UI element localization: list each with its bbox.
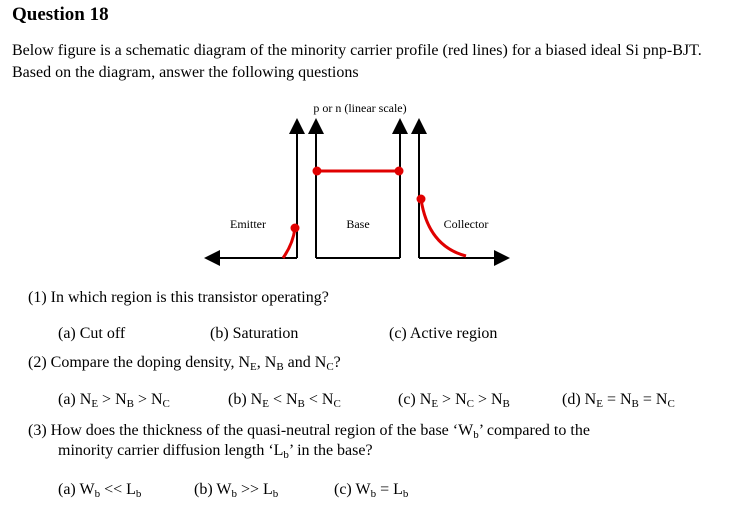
region-label-base: Base — [346, 217, 370, 231]
q1-prompt: (1) In which region is this transistor operating? — [28, 289, 329, 306]
q3-option-a[interactable]: (a) $W_b << L_b$ — [58, 481, 142, 500]
q3-option-b[interactable]: (b) $W_b >> L_b$ — [194, 481, 279, 500]
region-label-collector: Collector — [443, 217, 489, 231]
q2-option-d[interactable]: (d) $N_E = N_B = N_C$ — [562, 391, 675, 410]
region-label-emitter: Emitter — [230, 217, 266, 231]
question-intro: Below figure is a schematic diagram of the minority carrier profile (red lines) for a biased ideal Si pnp-BJT. Based on the diagram, answer the following questions — [12, 42, 702, 81]
q3-prompt-line2: minority carrier diffusion length ‘$L_b$’ in the base? — [58, 442, 373, 461]
question-title: Question 18 — [12, 4, 109, 25]
emitter-profile — [283, 228, 295, 258]
q3-option-c[interactable]: (c) $W_b = L_b$ — [334, 481, 409, 500]
q1-option-a[interactable]: (a) Cut off — [58, 325, 126, 342]
q2-option-b[interactable]: (b) $N_E < N_B < N_C$ — [228, 391, 341, 410]
q3-prompt-line1: (3) How does the thickness of the quasi-neutral region of the base ‘$W_b$’ compared to the — [28, 422, 590, 441]
q2-option-a[interactable]: (a) $N_E > N_B > N_C$ — [58, 391, 170, 410]
minority-carrier-diagram — [200, 96, 510, 271]
axis-label: p or n (linear scale) — [313, 101, 407, 115]
q2-prompt: (2) Compare the doping density, $N_E$, $N_B$ and $N_C$? — [28, 354, 341, 373]
q2-option-c[interactable]: (c) $N_E > N_C > N_B$ — [398, 391, 510, 410]
q1-option-c[interactable]: (c) Active region — [389, 325, 498, 342]
q1-option-b[interactable]: (b) Saturation — [210, 325, 299, 342]
